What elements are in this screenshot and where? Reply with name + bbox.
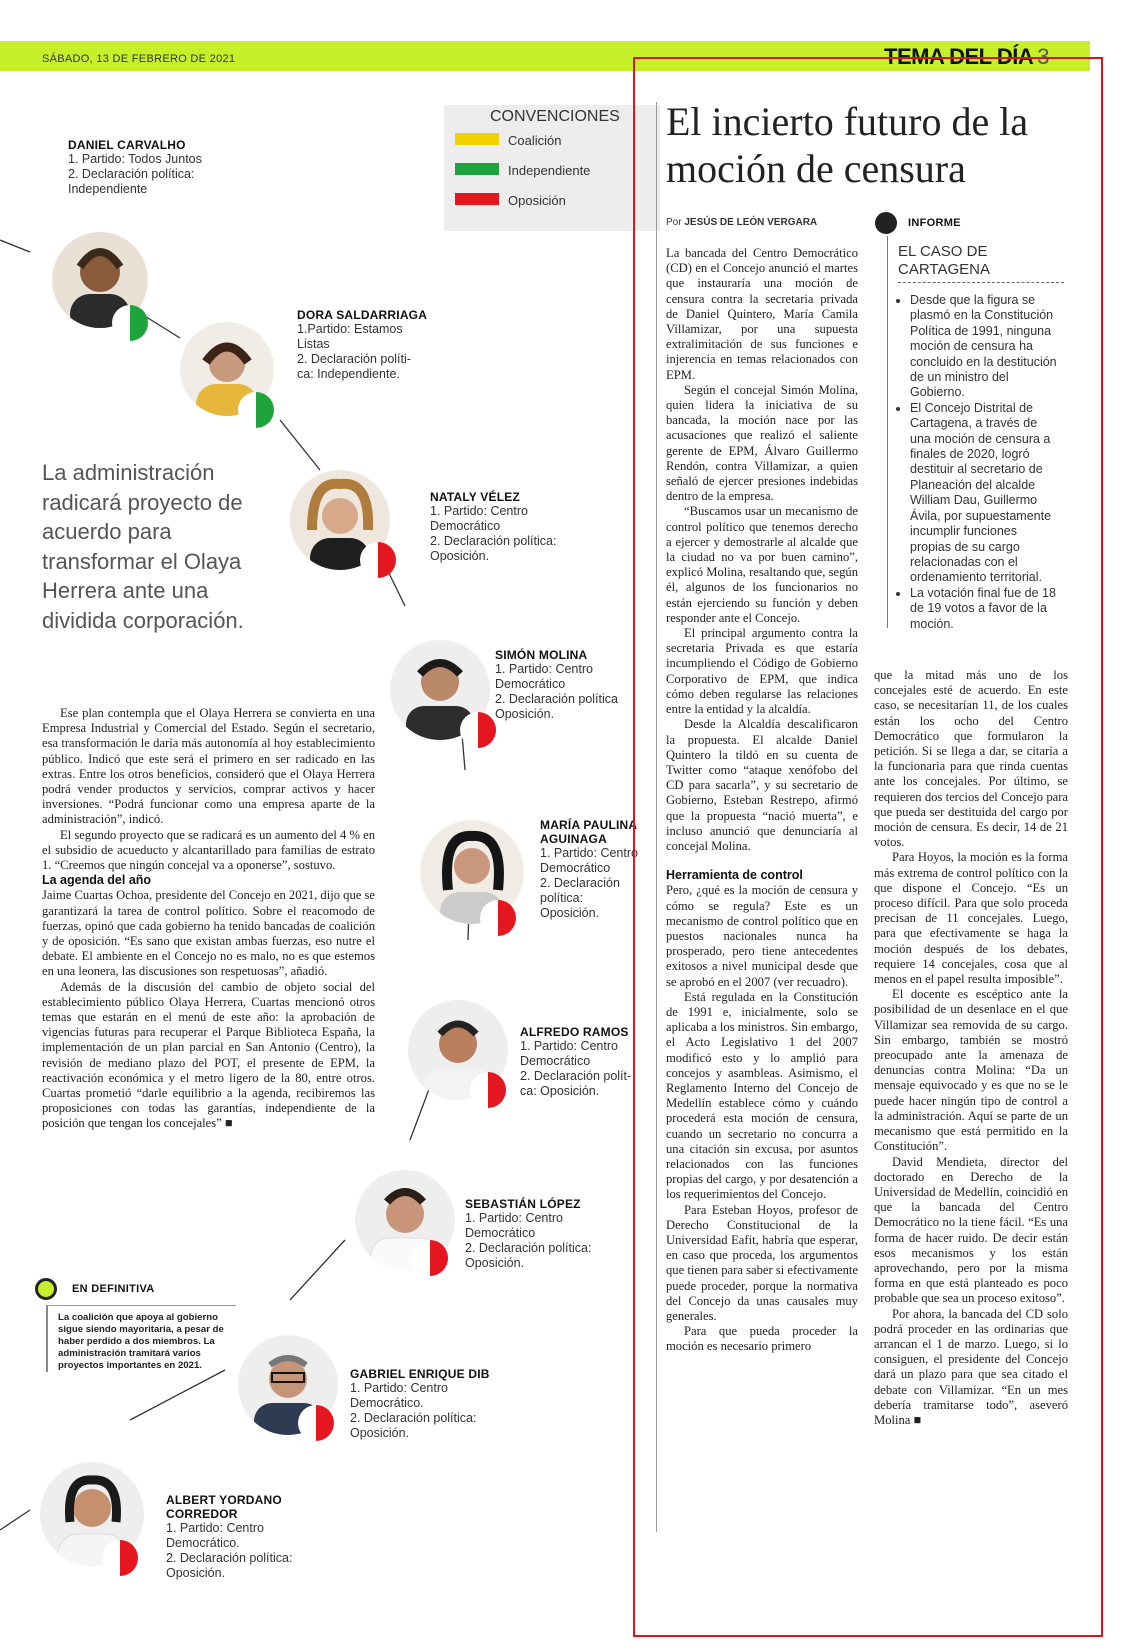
person-detail: ca: Oposición. [520,1084,600,1098]
byline [666,217,817,228]
person-detail: Democrático. [166,1536,240,1550]
person-name: SIMÓN MOLINA [495,648,588,662]
person-name: NATALY VÉLEZ [430,490,520,504]
paragraph: El segundo proyecto que se radicará es un aumento del 4 % en el subsidio de acueducto y alcantarillado para familias de estrato 1. “Creemos que ningún concejal va a oponerse”, sostuvo. [42,827,375,873]
bullet-item: • La votación final fue de 18 de 19 votos a favor de la moción. [910,586,1060,632]
informe-title-line2: CARTAGENA [898,261,990,278]
paragraph: La bancada del Centro Democrático (CD) en el Concejo anunció el martes que instauraría una moción de censura contra la secretaria privada de Daniel Quintero, María Camila Villamizar, por una supuesta extralimitación de sus funciones e injerencia en temas relacionados con EPM. [666,246,858,382]
stance-badge-oposicion [298,1405,334,1441]
informe-title-line1: EL CASO DE [898,243,988,260]
paragraph: Desde la Alcaldía descalificaron la propuesta. El alcalde Daniel Quintero la tildó en su cuenta de Twitter como “ataque xenófobo del CD para sacarla”, y su secretario de Gobierno, Esteban Restrepo, afirmó que la propuesta “nació muerta”, e incluso anunció que denunciaría al concejal Molina. [666,717,858,853]
stance-badge-oposicion [360,542,396,578]
paragraph: que la mitad más uno de los concejales esté de acuerdo. En este caso, se necesitarían 11, de los cuales están los ocho del Centro Democrático que formularon la petición. Si se llega a dar, se citaría a la funcionaria para que rinda cuentas ante los concejales. Por último, se requieren dos tercios del Concejo para que pueda ser destituida del cargo por moción de censura. Es decir, 14 de 21 votos. [874,668,1068,850]
person-card-gabriel-enrique-dib [350,1367,520,1441]
person-detail: Oposición. [430,549,490,563]
en-definitiva-title: EN DEFINITIVA [72,1283,155,1295]
article-col-2 [874,668,1068,1428]
person-detail: Oposición. [465,1256,525,1270]
paragraph: Además de la discusión del cambio de objeto social del establecimiento público Olaya Herrera, Cuartas mencionó otros temas que estarán en el menú de este año: la aprobación de vigencias futuras para recuperar el Parque Biblioteca España, la implementación de un plan parcial en San Antonio (Centro), la revisión de mediano plazo del POT, el presente de EPM, la reactivación económica y el metro ligero de la 80, entre otros. Cuartas prometió “darle equilibrio a la agenda, recibiremos las proposiciones con todas las garantías, independiente de la posición que tengan los concejales” ■ [42,979,375,1131]
page-number: 3 [1037,44,1049,69]
date-line: SÁBADO, 13 DE FEBRERO DE 2021 [42,53,236,65]
legend-title: CONVENCIONES [490,108,620,125]
subheading: La agenda del año [42,873,152,888]
person-detail: Listas [297,337,330,351]
paragraph: Ese plan contempla que el Olaya Herrera se convierta en una Empresa Industrial y Comercial del Estado. Según el secretario, esa transformación le daría más autonomía al hoy establecimiento público. Indicó que este será el primero en ser radicado en las extras. Entre los otros beneficios, consideró que el Olaya Herrera podrá vender productos y servicios, comprar activos y hacer inversiones. “Podrá funcionar como una empresa aparte de la administración”, indicó. [42,706,375,827]
stance-badge-independiente [112,305,148,341]
stance-badge-independiente [238,392,274,428]
legend-swatch-oposicion [455,193,499,205]
section-name: TEMA DEL DÍA [884,44,1034,69]
paragraph: “Buscamos usar un mecanismo de control político que tenemos derecho a ejercer y demostrarle al alcalde que la ciudad no va por buen camino”, explicó Molina, resaltando que, según él, algunos de los funcionarios no están ejerciendo su función y deben responder ante el Concejo. [666,504,858,625]
person-detail: Democrático [430,519,501,533]
person-detail: 2. Declaración política [495,692,618,706]
author: JESÚS DE LEÓN VERGARA [684,217,818,228]
person-detail: 1. Partido: Centro [520,1039,618,1053]
person-detail: 1. Partido: Centro [166,1521,264,1535]
paragraph: Pero, ¿qué es la moción de censura y cómo se regula? Este es un mecanismo de control político que en puestos nacionales nunca ha prosperado, pero tiene antecedentes exitosos a nivel municipal desde que se aprobó en el 2007 (ver recuadro). [666,883,858,989]
paragraph: Para Hoyos, la moción es la forma más extrema de control político con la que dispone el Concejo. “Es un proceso difícil. Para que solo proceda precisan de 11 concejales. Luego, para que efectivamente se haga la moción después de los debates, requiere 14 concejales, cosa que al menos en el papel resulta imposible”. [874,850,1068,987]
person-detail: 1. Partido: Centro [540,846,638,860]
informe-bullets [898,293,1060,632]
informe-rule [887,236,888,628]
stance-badge-oposicion [470,1072,506,1108]
paragraph: Jaime Cuartas Ochoa, presidente del Concejo en 2021, dijo que se garantizará la tarea de control político. Sobre el reacomodo de fuerzas, opinó que cada gobierno ha tenido bancadas de coalición y de oposición. “Es sano que existan ambas fuerzas, eso nutre el debate. El ambiente en el Concejo no es malo, no es que estemos en una leonera, las discusiones son respetuosas”, añadió. [42,888,375,979]
column-rule [656,102,657,1532]
legend-label-oposicion: Oposición [508,193,566,208]
person-card-albert-yordano-corredor [166,1493,356,1581]
person-detail: 2. Declaración [540,876,620,890]
byline-prefix: Por [666,217,682,228]
person-detail: Oposición. [540,906,600,920]
paragraph: Según el concejal Simón Molina, quien lidera la iniciativa de su bancada, la moción nace por las acusaciones que realizó el saliente gerente de EPM, Álvaro Guillermo Rendón, contra Villamizar, a quien señaló de ejercer presiones indebidas dentro de la empresa. [666,382,858,504]
person-name: DORA SALDARRIAGA [297,308,428,322]
informe-divider [898,282,1064,283]
person-detail: 1. Partido: Centro [495,662,593,676]
person-card-daniel-carvalho [68,138,268,197]
person-detail: 2. Declaración política: [68,167,195,181]
paragraph: Por ahora, la bancada del CD solo podrá proceder en las ordinarias que arrancan el 1 de marzo. Luego, si lo consiguen, el presidente del Concejo dará un plazo para que sea citado el debate con Villamizar. “En un mes debería tramitarse todo”, aseveró Molina ■ [874,1306,1068,1427]
bullet-item: • Desde que la figura se plasmó en la Constitución Política de 1991, ninguna moción de censura ha concluido en la destitución de un ministro del Gobierno. [910,293,1060,401]
person-detail: 1. Partido: Centro [350,1381,448,1395]
person-name: DANIEL CARVALHO [68,138,186,152]
person-card-sebastian-lopez [465,1197,635,1271]
person-detail: 1. Partido: Centro [430,504,528,518]
paragraph: David Mendieta, director del doctorado en Derecho de la Universidad de Medellín, coincidió en que la bancada del Centro Democrático no la tiene fácil. “Es una forma de hacer ruido. De decir están esos mecanismos y los están aprovechando, pero por la misma forma en que está planteado es poco probable que sea un proceso exitoso”. [874,1154,1068,1306]
lead-text: La administración radicará proyecto de acuerdo para transformar el Olaya Herrera ante una dividida corporación. [42,460,244,633]
person-name: MARÍA PAULINA [540,818,638,832]
person-detail: 1. Partido: Todos Juntos [68,152,202,166]
stance-badge-oposicion [480,900,516,936]
person-detail: 1. Partido: Centro [465,1211,563,1225]
subheading: Herramienta de control [666,868,803,883]
person-detail: Democrático [465,1226,536,1240]
person-detail: Democrático [520,1054,591,1068]
person-detail: Oposición. [495,707,555,721]
stance-badge-oposicion [460,712,496,748]
article-col-1 [666,246,858,1355]
person-detail: 2. Declaración política: [430,534,557,548]
legend-label-independiente: Independiente [508,163,591,178]
left-article [42,706,375,1132]
person-card-nataly-velez [430,490,600,564]
person-detail: Oposición. [166,1566,226,1580]
person-name: GABRIEL ENRIQUE DIB [350,1367,490,1381]
checkered-flag-icon [35,1278,57,1300]
person-detail: 2. Declaración política: [465,1241,592,1255]
document-icon [875,212,897,234]
paragraph: El docente es escéptico ante la posibilidad de un desenlace en el que Villamizar sea removida de su cargo. Sin embargo, también se mostró preocupado ante la amenaza de denuncias contra Molina: “Da un mensaje equivocado y es que no se le puede hacer ningún tipo de control a la administración. Aquí se parte de un mecanismo que está permitido en la Constitución”. [874,987,1068,1154]
person-detail: Democrático [540,861,611,875]
legend-swatch-coalicion [455,133,499,145]
legend-swatch-independiente [455,163,499,175]
person-detail: 2. Declaración política: [166,1551,293,1565]
person-detail: Oposición. [350,1426,410,1440]
person-detail: 2. Declaración política: [350,1411,477,1425]
person-detail: 2. Declaración políti- [297,352,411,366]
paragraph: Para que pueda proceder la moción es necesario primero [666,1324,858,1354]
person-name: ALFREDO RAMOS [520,1025,629,1039]
person-name: SEBASTIÁN LÓPEZ [465,1197,581,1211]
person-detail: 2. Declaración polít- [520,1069,632,1083]
person-card-dora-saldarriaga [297,308,447,382]
person-card-alfredo-ramos [520,1025,650,1099]
bullet-item: • El Concejo Distrital de Cartagena, a través de una moción de censura a finales de 2020, logró destituir al secretario de Planeación del alcalde William Dau, Guillermo Ávila, por supuestamente incumplir funciones propias de su cargo relacionadas con el ordenamiento territorial. [910,401,1060,586]
paragraph: Está regulada en la Constitución de 1991 e, inicialmente, solo se aplicaba a los ministros. Sin embargo, el Acto Legislativo 1 del 2007 modificó esto y lo amplió para concejos y asambleas. Asimismo, el Reglamento Interno del Concejo de Medellín establece cómo y cuándo procederá esta moción de censura, cuando un secretario no concurra a una citación sin excusa, por asuntos relacionados con las funciones propias del cargo, y por desatención a los requerimientos del Concejo. [666,989,858,1202]
paragraph: El principal argumento contra la secretaria Privada es que estaría incumpliendo el Código de Gobierno Corporativo de EPM, que indica cómo deben regularse las relaciones entre la entidad y la alcaldía. [666,626,858,717]
person-detail: política: [540,891,584,905]
stance-badge-oposicion [412,1240,448,1276]
paragraph: Para Esteban Hoyos, profesor de Derecho Constitucional de la Universidad Eafit, habría que esperar, en caso que proceda, los argumentos que tienen para saber si efectivamente puede proceder, porque la normativa del Concejo da unas causales muy generales. [666,1202,858,1324]
stance-badge-oposicion [102,1540,138,1576]
person-detail: 1.Partido: Estamos [297,322,403,336]
person-detail: Democrático. [350,1396,424,1410]
person-name-line2: AGUINAGA [540,832,607,846]
informe-title [898,243,990,279]
headline: El incierto futuro de la moción de censura [666,99,1029,191]
person-detail: ca: Independiente. [297,367,400,381]
person-detail: Democrático [495,677,566,691]
person-card-simon-molina [495,648,645,722]
person-name: ALBERT YORDANO CORREDOR [166,1493,282,1521]
person-detail: Independiente [68,182,148,196]
en-definitiva-text: La coalición que apoya al gobierno sigue siendo mayoritaria, a pesar de haber perdido a dos miembros. La administración tramitará varios proyectos importantes en 2021. [46,1305,236,1372]
legend-label-coalicion: Coalición [508,133,562,148]
informe-label: INFORME [908,217,961,229]
